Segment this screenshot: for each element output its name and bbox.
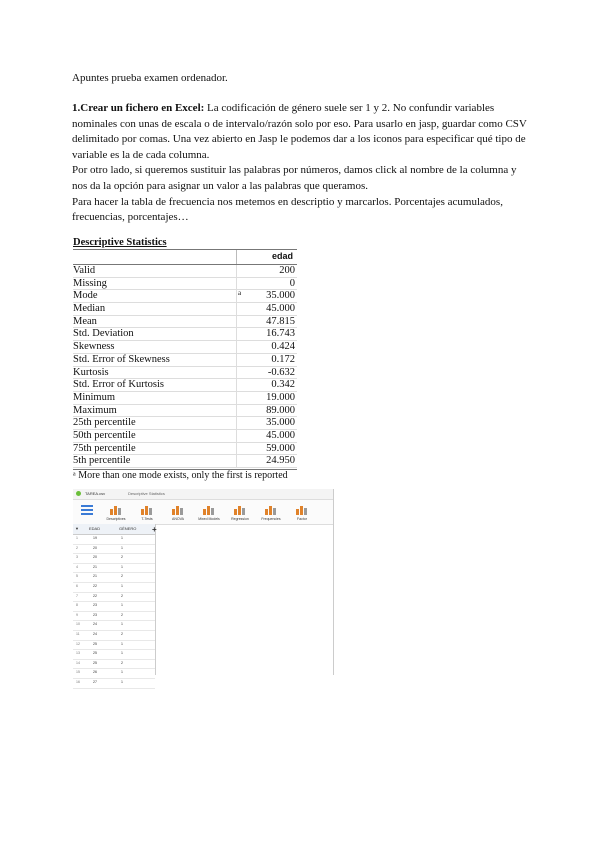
jasp-grid-row[interactable] <box>73 583 155 593</box>
jasp-grid-row[interactable] <box>73 621 155 631</box>
jasp-grid-row[interactable] <box>73 573 155 583</box>
chart-icon <box>202 503 216 515</box>
jasp-data-grid <box>73 524 156 684</box>
jasp-grid-row[interactable] <box>73 593 155 603</box>
paragraph-excel-text: La codificación de género suele ser 1 y 2. No confundir variables nominales con unas de escala o de intervalo/razón solo por eso. Para usarlo en jasp, guardar como CSV delimitado por comas. Una vez abierto en Jasp le podemos dar a los iconos para especificar qué tipo de variable es la de cada columna. <box>72 102 527 161</box>
stats-row-value: -0.632 <box>267 366 295 378</box>
jasp-grid-row[interactable] <box>73 660 155 670</box>
stats-row-value: 200 <box>279 265 295 276</box>
stats-row <box>73 417 297 430</box>
stats-row-value: 47.815 <box>266 315 295 327</box>
jasp-tool-label: Frequencies <box>261 517 281 521</box>
jasp-tool-button[interactable] <box>287 503 317 521</box>
jasp-tool-button[interactable] <box>132 503 162 521</box>
row-number: 14 <box>76 660 80 665</box>
jasp-tool-label: Factor <box>297 517 307 521</box>
chart-icon <box>140 503 154 515</box>
stats-row-label: Mean <box>73 315 97 327</box>
chart-icon <box>295 503 309 515</box>
cell-edad[interactable]: 23 <box>93 612 97 617</box>
hamburger-menu-icon[interactable] <box>81 505 93 517</box>
stats-row <box>73 265 297 278</box>
stats-row <box>73 328 297 341</box>
stats-row-label: 5th percentile <box>73 455 131 467</box>
stats-row-value: 0.172 <box>271 353 295 365</box>
row-number: 5 <box>76 574 78 579</box>
cell-edad[interactable]: 24 <box>93 631 97 636</box>
paragraph-frequency-table: Para hacer la tabla de frecuencia nos metemos en descriptio y marcarlos. Porcentajes acumulados, frecuencias, porcentajes… <box>72 195 503 224</box>
stats-row <box>73 405 297 418</box>
paragraph-replace-words: Por otro lado, si queremos sustituir las palabras por números, damos click al nombre de la columna y nos da la opción para asignar un valor a las palabras que queramos. <box>72 164 517 192</box>
stats-row <box>73 354 297 367</box>
page-title: Apuntes prueba examen ordenador. <box>72 72 228 84</box>
cell-genero[interactable]: 2 <box>121 631 123 636</box>
stats-row-value: 19.000 <box>266 391 295 403</box>
cell-genero[interactable]: 2 <box>121 612 123 617</box>
cell-edad[interactable]: 21 <box>93 574 97 579</box>
jasp-column-genero[interactable]: GÉNERO <box>119 526 137 531</box>
stats-row <box>73 303 297 316</box>
row-number: 9 <box>76 612 78 617</box>
cell-genero[interactable]: 1 <box>121 545 123 550</box>
row-number: 7 <box>76 593 78 598</box>
stats-row-label: Missing <box>73 277 107 289</box>
cell-edad[interactable]: 22 <box>93 593 97 598</box>
stats-row-value: 16.743 <box>266 328 295 340</box>
jasp-grid-row[interactable] <box>73 545 155 555</box>
jasp-grid-row[interactable] <box>73 612 155 622</box>
jasp-column-edad[interactable]: EDAD <box>89 526 101 531</box>
section-1 <box>72 101 532 226</box>
cell-genero[interactable]: 2 <box>121 555 123 560</box>
stats-row-value: 59.000 <box>266 442 295 454</box>
jasp-grid-row[interactable] <box>73 554 155 564</box>
jasp-grid-row[interactable] <box>73 650 155 660</box>
row-number: 2 <box>76 545 78 550</box>
jasp-tool-button[interactable] <box>194 503 224 521</box>
stats-row-label: Kurtosis <box>73 366 109 378</box>
chart-icon <box>264 503 278 515</box>
cell-genero[interactable]: 1 <box>121 641 123 646</box>
jasp-tool-button[interactable] <box>101 503 131 521</box>
stats-row-value: 45.000 <box>266 429 295 441</box>
jasp-tool-button[interactable] <box>163 503 193 521</box>
stats-row <box>73 392 297 405</box>
stats-row-value: 35.000 <box>266 290 295 302</box>
stats-row-label: Std. Error of Skewness <box>73 353 170 365</box>
cell-genero[interactable]: 2 <box>121 574 123 579</box>
stats-row-value: 24.950 <box>266 455 295 467</box>
stats-row-value: 89.000 <box>266 404 295 416</box>
cell-edad[interactable]: 27 <box>93 679 97 684</box>
stats-row <box>73 455 297 468</box>
row-number: 11 <box>76 631 80 636</box>
paragraph-excel <box>72 101 532 163</box>
row-number: 3 <box>76 555 78 560</box>
cell-genero[interactable]: 1 <box>121 651 123 656</box>
row-number: 8 <box>76 603 78 608</box>
chart-icon <box>109 503 123 515</box>
stats-row-label: Maximum <box>73 404 117 416</box>
jasp-tool-label: T-Tests <box>141 517 153 521</box>
row-number: 12 <box>76 641 80 646</box>
cell-edad[interactable]: 19 <box>93 536 97 540</box>
stats-row <box>73 443 297 456</box>
stats-row-footnote-mark: a <box>238 289 242 298</box>
stats-row <box>73 278 297 291</box>
cell-edad[interactable]: 25 <box>93 660 97 665</box>
jasp-grid-row[interactable] <box>73 602 155 612</box>
stats-row-label: Minimum <box>73 391 116 403</box>
jasp-tool-label: Regression <box>231 517 249 521</box>
filter-icon[interactable]: ▼ <box>75 526 79 531</box>
jasp-ribbon <box>73 500 333 525</box>
stats-table-body <box>73 265 297 468</box>
row-number: 13 <box>76 651 80 656</box>
jasp-grid-row[interactable] <box>73 535 155 545</box>
cell-genero[interactable]: 1 <box>121 564 123 569</box>
section-title: 1.Crear un fichero en Excel: <box>72 102 205 114</box>
chart-icon <box>171 503 185 515</box>
stats-row-label: 50th percentile <box>73 429 136 441</box>
chart-icon <box>233 503 247 515</box>
jasp-grid-header <box>73 524 155 535</box>
jasp-grid-row[interactable] <box>73 641 155 651</box>
cell-genero[interactable]: 1 <box>121 603 123 608</box>
stats-row-value: 45.000 <box>266 303 295 315</box>
stats-row-value: 0 <box>289 277 295 289</box>
stats-row-label: Median <box>73 303 106 315</box>
row-number: 16 <box>76 679 80 684</box>
stats-row <box>73 316 297 329</box>
stats-row-label: Valid <box>73 265 96 276</box>
stats-footnote: ᵃ More than one mode exists, only the first is reported <box>73 469 297 482</box>
jasp-file-name: TAREA.csv <box>85 491 106 496</box>
descriptive-statistics-table <box>73 237 297 482</box>
cell-edad[interactable]: 23 <box>93 603 97 608</box>
row-number: 4 <box>76 564 78 569</box>
jasp-screenshot <box>73 489 334 684</box>
row-number: 10 <box>76 622 80 627</box>
add-column-icon[interactable]: + <box>152 525 157 534</box>
stats-row-label: 75th percentile <box>73 442 136 454</box>
row-number: 6 <box>76 583 78 588</box>
jasp-grid-row[interactable] <box>73 669 155 679</box>
cell-genero[interactable]: 1 <box>121 536 123 540</box>
cell-edad[interactable]: 24 <box>93 622 97 627</box>
stats-row <box>73 430 297 443</box>
jasp-logo-icon <box>76 491 81 496</box>
stats-row-label: 25th percentile <box>73 417 136 429</box>
cell-edad[interactable]: 20 <box>93 545 97 550</box>
stats-row <box>73 379 297 392</box>
stats-row-value: 35.000 <box>266 417 295 429</box>
jasp-tool-button[interactable] <box>225 503 255 521</box>
stats-row <box>73 341 297 354</box>
jasp-grid-row[interactable] <box>73 679 155 689</box>
cell-edad[interactable]: 21 <box>93 564 97 569</box>
cell-edad[interactable]: 25 <box>93 651 97 656</box>
cell-genero[interactable]: 1 <box>121 679 123 684</box>
stats-row-label: Skewness <box>73 341 115 353</box>
stats-row-label: Std. Error of Kurtosis <box>73 379 164 391</box>
cell-edad[interactable]: 25 <box>93 641 97 646</box>
jasp-grid-row[interactable] <box>73 564 155 574</box>
jasp-tool-label: Mixed Models <box>198 517 220 521</box>
cell-genero[interactable]: 1 <box>121 670 123 675</box>
cell-edad[interactable]: 20 <box>93 555 97 560</box>
jasp-breadcrumb: Descriptive Statistics <box>128 491 165 496</box>
cell-genero[interactable]: 2 <box>121 593 123 598</box>
stats-row <box>73 290 297 303</box>
stats-row-value: 0.424 <box>271 341 295 353</box>
row-number: 1 <box>76 536 78 540</box>
cell-genero[interactable]: 1 <box>121 622 123 627</box>
cell-genero[interactable]: 1 <box>121 583 123 588</box>
cell-edad[interactable]: 22 <box>93 583 97 588</box>
jasp-tool-label: ANOVA <box>172 517 184 521</box>
stats-column-header <box>73 249 297 265</box>
jasp-tool-button[interactable] <box>256 503 286 521</box>
stats-row-label: Std. Deviation <box>73 328 134 340</box>
stats-row <box>73 367 297 380</box>
stats-column-label: edad <box>271 251 293 261</box>
jasp-grid-row[interactable] <box>73 631 155 641</box>
stats-row-label: Mode <box>73 290 98 302</box>
jasp-titlebar <box>73 489 333 500</box>
stats-row-value: 0.342 <box>271 379 295 391</box>
cell-edad[interactable]: 26 <box>93 670 97 675</box>
row-number: 15 <box>76 670 80 675</box>
stats-table-title: Descriptive Statistics <box>73 237 167 248</box>
jasp-tool-label: Descriptives <box>106 517 126 521</box>
cell-genero[interactable]: 2 <box>121 660 123 665</box>
